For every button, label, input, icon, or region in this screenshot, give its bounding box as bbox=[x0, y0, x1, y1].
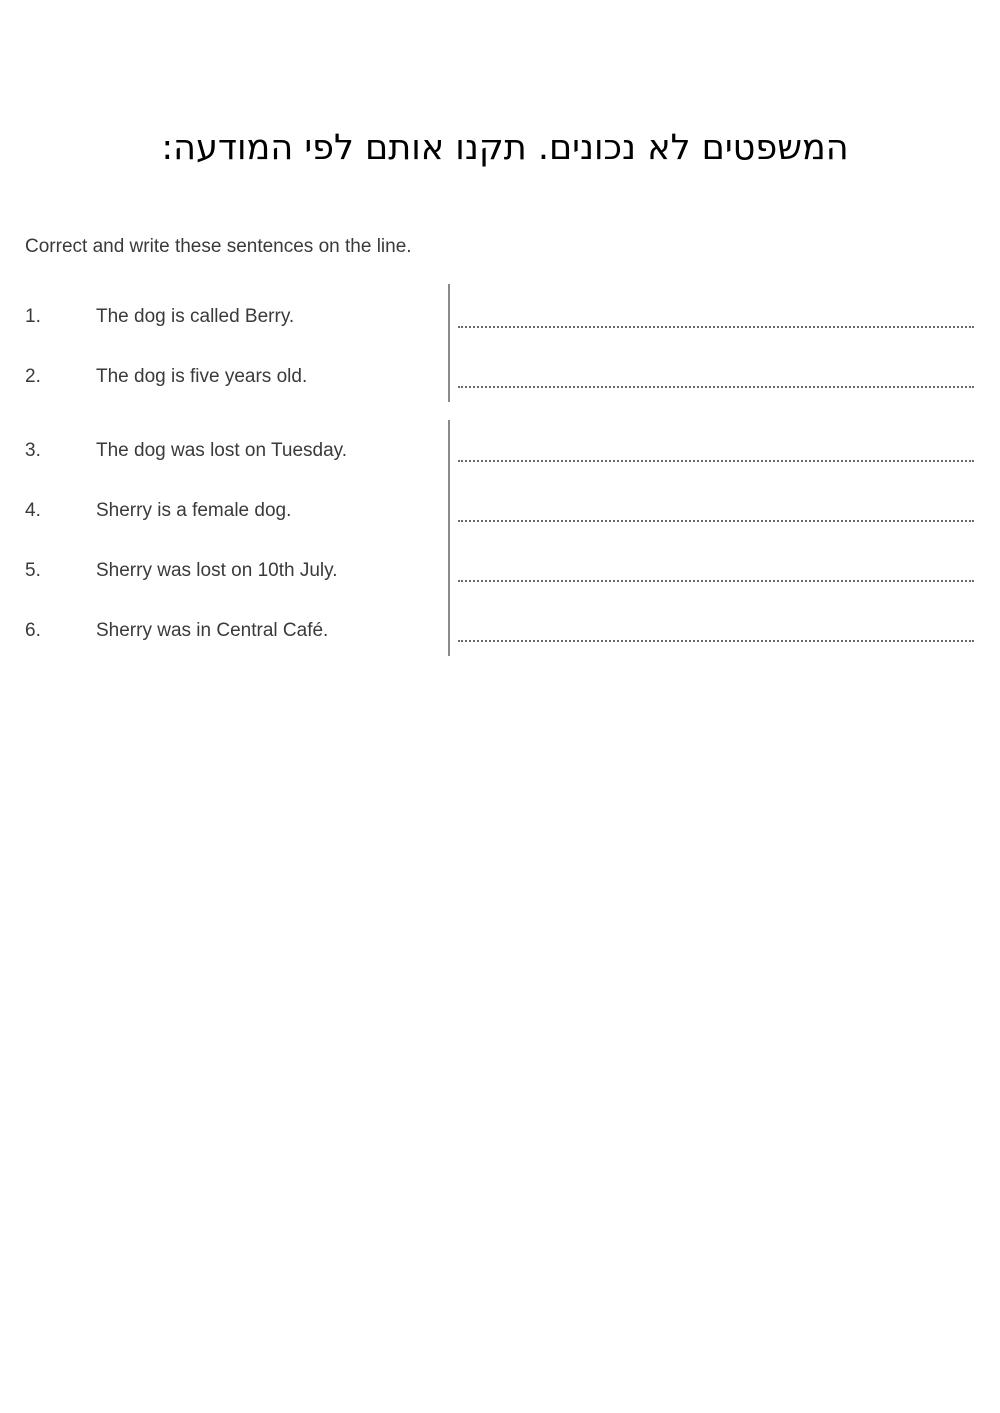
question-number: 2. bbox=[25, 366, 41, 387]
question-sentence: The dog is called Berry. bbox=[96, 306, 295, 327]
question-sentence: Sherry is a female dog. bbox=[96, 500, 292, 521]
answer-line[interactable] bbox=[458, 386, 974, 388]
question-sentence: The dog was lost on Tuesday. bbox=[96, 440, 348, 461]
question-number: 4. bbox=[25, 500, 41, 521]
question-number: 1. bbox=[25, 306, 41, 327]
question-sentence: The dog is five years old. bbox=[96, 366, 308, 387]
question-row bbox=[0, 500, 1000, 530]
answer-line[interactable] bbox=[458, 460, 974, 462]
answer-line[interactable] bbox=[458, 326, 974, 328]
question-number: 3. bbox=[25, 440, 41, 461]
question-row bbox=[0, 440, 1000, 470]
page-title: המשפטים לא נכונים. תקנו אותם לפי המודעה: bbox=[161, 128, 849, 168]
answer-line[interactable] bbox=[458, 580, 974, 582]
question-row bbox=[0, 620, 1000, 650]
question-number: 5. bbox=[25, 560, 41, 581]
question-sentence: Sherry was in Central Café. bbox=[96, 620, 329, 641]
question-row bbox=[0, 306, 1000, 336]
answer-line[interactable] bbox=[458, 640, 974, 642]
question-row bbox=[0, 560, 1000, 590]
answer-line[interactable] bbox=[458, 520, 974, 522]
question-sentence: Sherry was lost on 10th July. bbox=[96, 560, 338, 581]
question-row bbox=[0, 366, 1000, 396]
question-number: 6. bbox=[25, 620, 41, 641]
instruction-text: Correct and write these sentences on the line. bbox=[25, 236, 412, 257]
